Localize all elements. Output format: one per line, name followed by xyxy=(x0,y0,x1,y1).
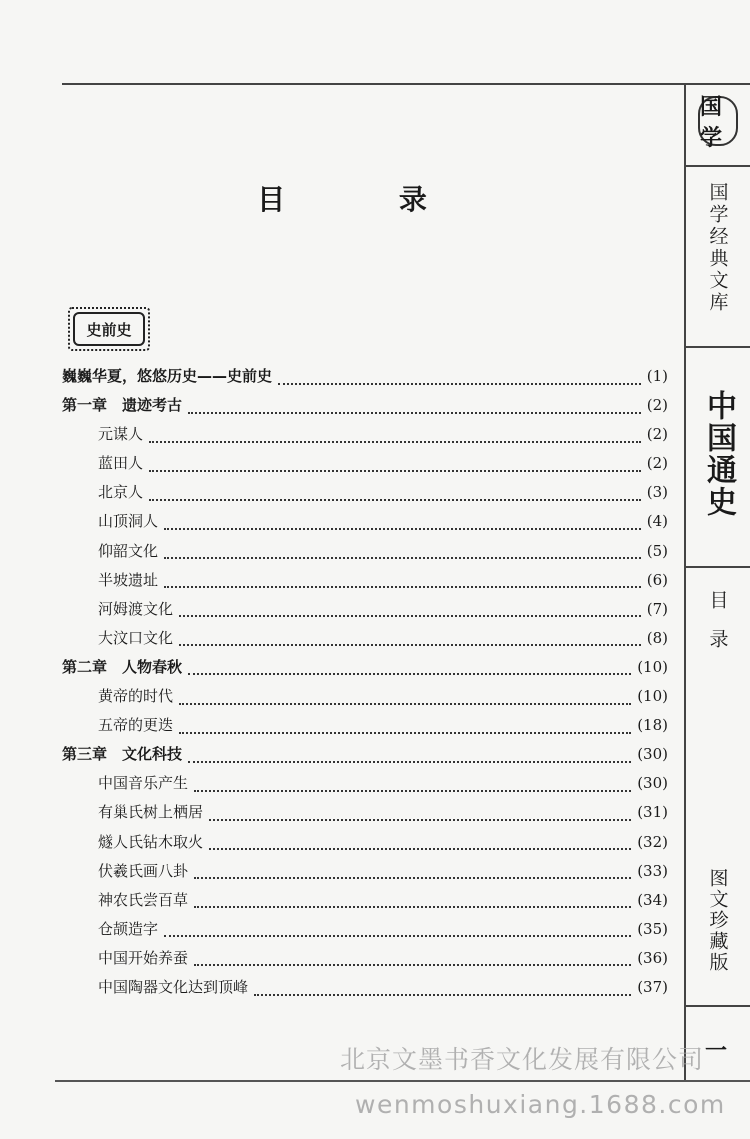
toc-leader-dots xyxy=(209,848,631,850)
top-rule xyxy=(62,83,750,85)
section-tag xyxy=(68,307,150,351)
toc-label: 五帝的更迭 xyxy=(98,716,174,735)
toc-leader-dots xyxy=(179,615,641,617)
series-name-text: 国学经典文库 xyxy=(706,182,729,314)
toc-leader-dots xyxy=(179,703,631,705)
toc-leader-dots xyxy=(188,673,631,675)
toc-leader-dots xyxy=(149,470,641,472)
section-tag-label: 史前史 xyxy=(73,312,145,346)
toc-page-number: (37) xyxy=(637,977,668,996)
toc-heading-row xyxy=(62,365,668,394)
toc-entry-row xyxy=(62,685,668,714)
sidebar-divider xyxy=(686,1005,750,1007)
toc-page-number: (8) xyxy=(646,628,668,647)
sidebar-divider xyxy=(686,566,750,568)
toc-label: 山顶洞人 xyxy=(98,512,159,531)
table-of-contents xyxy=(62,365,668,1005)
toc-leader-dots xyxy=(164,935,631,937)
edition-label xyxy=(686,868,750,988)
toc-leader-dots xyxy=(179,644,641,646)
book-title xyxy=(686,390,750,540)
toc-page-number: (4) xyxy=(646,512,668,531)
toc-leader-dots xyxy=(188,412,641,414)
toc-page-number: (10) xyxy=(637,657,668,676)
toc-page-number: (33) xyxy=(637,861,668,880)
toc-leader-dots xyxy=(149,499,641,501)
toc-label: 第三章 文化科技 xyxy=(62,745,183,764)
toc-label: 第一章 遗迹考古 xyxy=(62,396,183,415)
sidebar-divider xyxy=(686,346,750,348)
toc-page-number: (2) xyxy=(646,425,668,444)
toc-label: 蓝田人 xyxy=(98,454,144,473)
bottom-rule xyxy=(55,1080,750,1082)
toc-leader-dots xyxy=(164,557,641,559)
toc-entry-row xyxy=(62,976,668,1005)
toc-entry-row xyxy=(62,481,668,510)
sidebar-divider xyxy=(686,165,750,167)
book-title-text: 中国通史 xyxy=(701,390,736,518)
toc-leader-dots xyxy=(188,761,631,763)
toc-leader-dots xyxy=(149,441,641,443)
toc-page-number: (36) xyxy=(637,948,668,967)
toc-page-number: (35) xyxy=(637,919,668,938)
toc-label: 伏羲氏画八卦 xyxy=(98,861,189,880)
toc-label: 北京人 xyxy=(98,483,144,502)
toc-page-number: (32) xyxy=(637,832,668,851)
edition-text: 图文珍藏版 xyxy=(706,868,729,973)
toc-label: 第二章 人物春秋 xyxy=(62,657,183,676)
toc-leader-dots xyxy=(194,964,631,966)
seal-icon: 国学 xyxy=(698,96,738,146)
toc-label: 神农氏尝百草 xyxy=(98,890,189,909)
toc-page-number: (18) xyxy=(637,716,668,735)
watermark-company: 北京文墨书香文化发展有限公司 xyxy=(340,1045,705,1074)
toc-page-number: (7) xyxy=(646,599,668,618)
toc-entry-row xyxy=(62,510,668,539)
toc-entry-row xyxy=(62,801,668,830)
toc-page-number: (30) xyxy=(637,774,668,793)
toc-label: 大汶口文化 xyxy=(98,628,174,647)
toc-label: 中国开始养蚕 xyxy=(98,948,189,967)
toc-entry-row xyxy=(62,540,668,569)
toc-label: 半坡遗址 xyxy=(98,570,159,589)
toc-page-number: (2) xyxy=(646,454,668,473)
toc-leader-dots xyxy=(164,528,641,530)
toc-page-number: (30) xyxy=(637,745,668,764)
toc-leader-dots xyxy=(164,586,641,588)
toc-label: 中国音乐产生 xyxy=(98,774,189,793)
toc-heading-row xyxy=(62,656,668,685)
toc-page-number: (6) xyxy=(646,570,668,589)
watermark-url: wenmoshuxiang.1688.com xyxy=(355,1090,726,1119)
sidebar-section xyxy=(686,590,750,670)
toc-page-number: (10) xyxy=(637,687,668,706)
toc-label: 元谋人 xyxy=(98,425,144,444)
toc-entry-row xyxy=(62,452,668,481)
toc-page-number: (31) xyxy=(637,803,668,822)
toc-label: 巍巍华夏，悠悠历史——史前史 xyxy=(62,367,273,385)
toc-label: 燧人氏钻木取火 xyxy=(98,832,204,851)
toc-leader-dots xyxy=(179,732,631,734)
toc-page-number: (5) xyxy=(646,541,668,560)
toc-label: 有巢氏树上栖居 xyxy=(98,803,204,822)
page-title: 目 录 xyxy=(257,183,479,216)
toc-leader-dots xyxy=(209,819,631,821)
toc-leader-dots xyxy=(194,877,631,879)
toc-heading-row xyxy=(62,743,668,772)
toc-leader-dots xyxy=(194,790,631,792)
toc-leader-dots xyxy=(278,383,641,385)
toc-leader-dots xyxy=(194,906,631,908)
page-number: 一 xyxy=(704,1038,727,1064)
toc-page-number: (34) xyxy=(637,890,668,909)
toc-label: 仓颉造字 xyxy=(98,919,159,938)
toc-label: 黄帝的时代 xyxy=(98,687,174,706)
toc-entry-row xyxy=(62,860,668,889)
toc-page-number: (3) xyxy=(646,483,668,502)
toc-entry-row xyxy=(62,627,668,656)
toc-entry-row xyxy=(62,918,668,947)
toc-entry-row xyxy=(62,772,668,801)
toc-leader-dots xyxy=(254,994,631,996)
toc-label: 中国陶器文化达到顶峰 xyxy=(98,977,249,996)
toc-entry-row xyxy=(62,831,668,860)
series-name xyxy=(686,182,750,342)
toc-entry-row xyxy=(62,714,668,743)
sidebar-section-text: 目录 xyxy=(706,590,729,668)
toc-entry-row xyxy=(62,423,668,452)
toc-entry-row xyxy=(62,569,668,598)
toc-heading-row xyxy=(62,394,668,423)
toc-label: 仰韶文化 xyxy=(98,541,159,560)
toc-entry-row xyxy=(62,889,668,918)
toc-entry-row xyxy=(62,947,668,976)
toc-label: 河姆渡文化 xyxy=(98,599,174,618)
toc-page-number: (2) xyxy=(646,396,668,415)
toc-page-number: (1) xyxy=(646,367,668,385)
toc-entry-row xyxy=(62,598,668,627)
